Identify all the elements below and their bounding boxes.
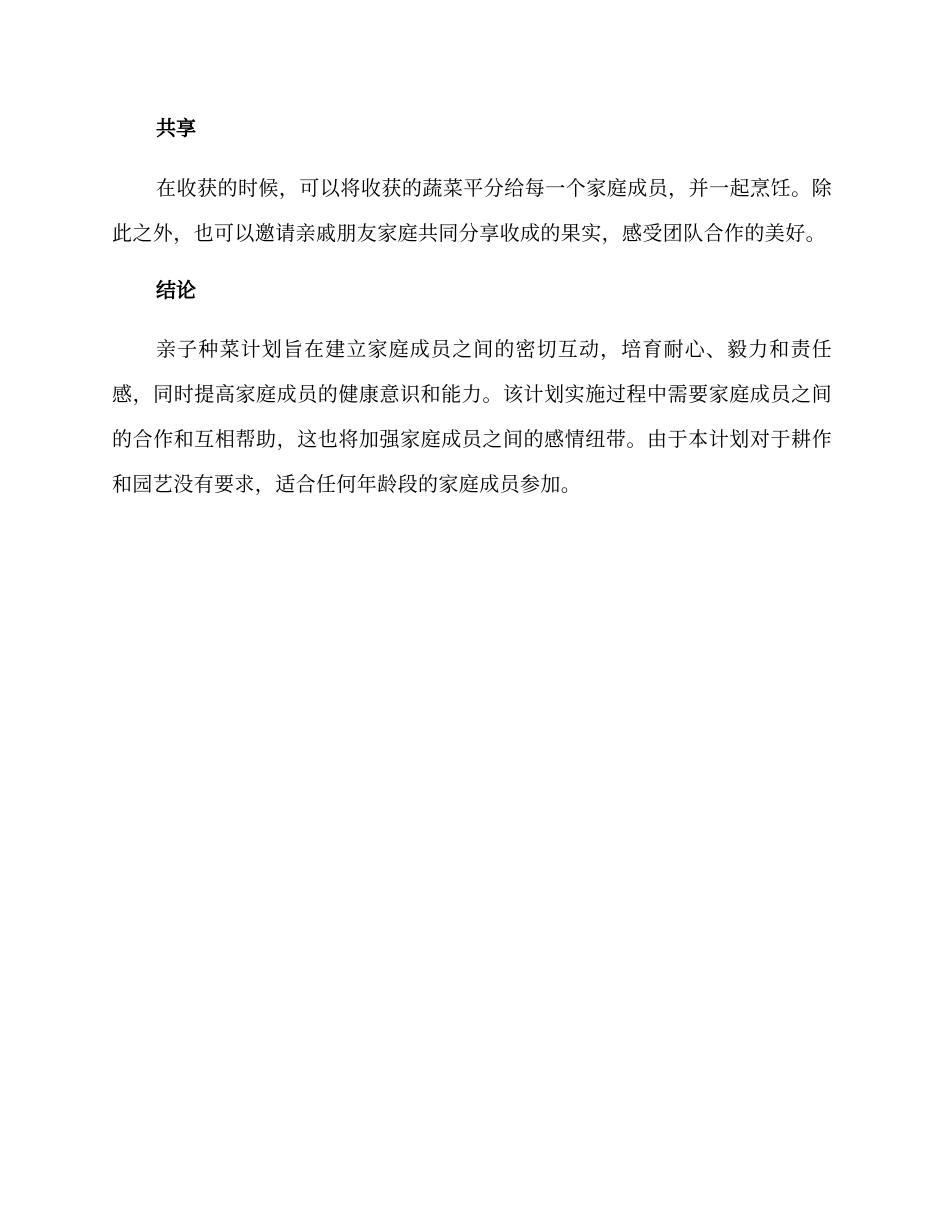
section-paragraph-sharing: 在收获的时候，可以将收获的蔬菜平分给每一个家庭成员，并一起烹饪。除此之外，也可以邀请亲戚朋友家庭共同分享收成的果实，感受团队合作的美好。 [112,176,832,245]
section-paragraph-conclusion: 亲子种菜计划旨在建立家庭成员之间的密切互动，培育耐心、毅力和责任感，同时提高家庭成员的健康意识和能力。该计划实施过程中需要家庭成员之间的合作和互相帮助，这也将加强家庭成员之间的感情纽带。由于本计划对于耕作和园艺没有要求，适合任何年龄段的家庭成员参加。 [112,337,832,496]
document-body [112,112,832,507]
section-heading-sharing: 共享 [156,116,196,140]
section-heading-conclusion: 结论 [156,278,196,302]
